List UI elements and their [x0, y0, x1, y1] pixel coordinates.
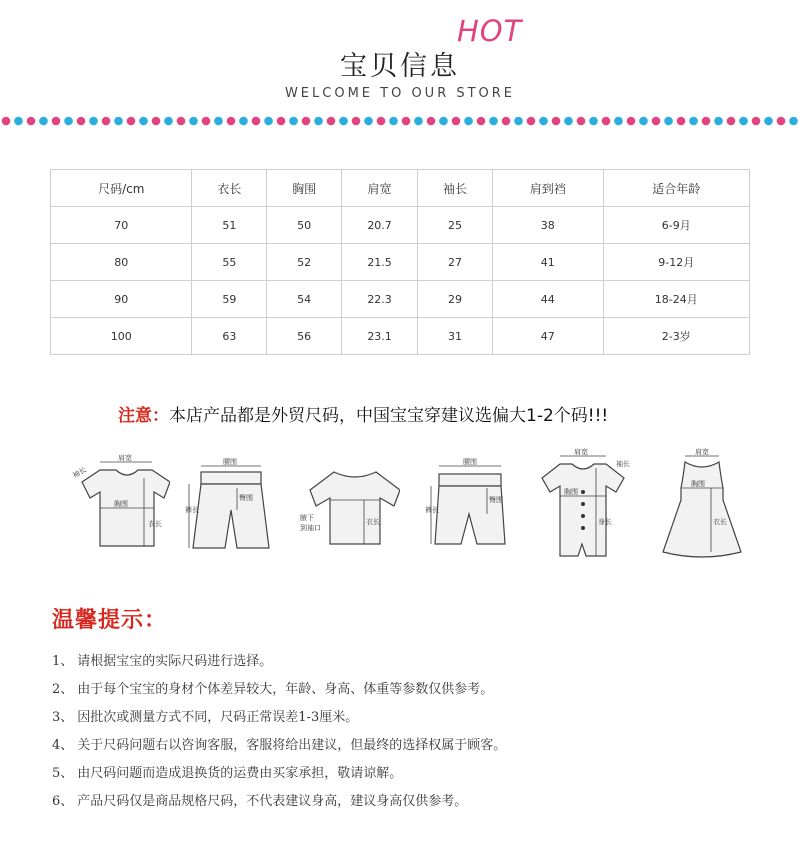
raglan-length-label: 衣长: [366, 518, 380, 526]
divider-dot: [414, 117, 423, 126]
table-row: [51, 207, 750, 244]
divider-dot: [152, 117, 161, 126]
table-cell: 29: [418, 281, 493, 318]
table-header-row: [51, 170, 750, 207]
divider-dot: [564, 117, 573, 126]
divider-dot: [477, 117, 486, 126]
divider-dot: [139, 117, 148, 126]
divider-dot: [327, 117, 336, 126]
romper-sleeve-label: 袖长: [616, 460, 630, 468]
table-cell: 41: [492, 244, 603, 281]
pants-waist-label: 腰围: [463, 458, 477, 466]
table-cell: 55: [192, 244, 267, 281]
divider-dot: [177, 117, 186, 126]
divider-dot: [652, 117, 661, 126]
divider-dot: [102, 117, 111, 126]
divider-dot: [39, 117, 48, 126]
divider-dot: [439, 117, 448, 126]
table-row: [51, 318, 750, 355]
dress-figure: [655, 448, 750, 563]
divider-dot: [202, 117, 211, 126]
divider-dot: [727, 117, 736, 126]
table-cell: 47: [492, 318, 603, 355]
pants-hip-label: 臀围: [489, 496, 503, 504]
divider-dot: [427, 117, 436, 126]
pants-length-label: 裤长: [425, 506, 439, 514]
divider-dot: [289, 117, 298, 126]
size-notice: [118, 401, 608, 426]
table-cell: 21.5: [341, 244, 417, 281]
divider-dot: [27, 117, 36, 126]
list-item: 2、 由于每个宝宝的身材个体差异较大，年龄、身高、体重等参数仅供参考。: [52, 682, 494, 697]
divider-dot: [189, 117, 198, 126]
table-cell: 20.7: [341, 207, 417, 244]
divider-dot: [739, 117, 748, 126]
table-cell: 80: [51, 244, 192, 281]
table-cell: 54: [267, 281, 342, 318]
table-cell: 63: [192, 318, 267, 355]
list-item: 4、 关于尺码问题右以咨询客服，客服将给出建议，但最终的选择权属于顾客。: [52, 738, 507, 753]
col-length: 衣长: [192, 170, 267, 207]
col-sleeve: 袖长: [418, 170, 493, 207]
col-shoulder: 肩宽: [341, 170, 417, 207]
divider-dot: [264, 117, 273, 126]
divider-dot: [602, 117, 611, 126]
table-row: [51, 244, 750, 281]
shorts-figure: [185, 448, 275, 558]
divider-dot: [89, 117, 98, 126]
table-cell: 18-24月: [603, 281, 750, 318]
divider-dot: [239, 117, 248, 126]
measurement-figures: [60, 448, 750, 568]
romper-length-label: 身长: [598, 518, 612, 526]
divider-dot: [227, 117, 236, 126]
list-item: 3、 因批次或测量方式不同，尺码正常误差1-3厘米。: [52, 710, 359, 725]
notice-label: 注意：: [118, 406, 169, 426]
romper-shoulder-label: 肩宽: [574, 448, 588, 456]
divider-dot: [164, 117, 173, 126]
table-cell: 44: [492, 281, 603, 318]
table-cell: 56: [267, 318, 342, 355]
divider-dot: [389, 117, 398, 126]
divider-dot: [639, 117, 648, 126]
divider-dot: [252, 117, 261, 126]
divider-dot: [277, 117, 286, 126]
divider-dot: [577, 117, 586, 126]
divider-dot: [214, 117, 223, 126]
table-cell: 9-12月: [603, 244, 750, 281]
table-cell: 6-9月: [603, 207, 750, 244]
table-cell: 100: [51, 318, 192, 355]
tshirt-sleeve-label: 袖长: [71, 465, 88, 480]
divider-dot: [589, 117, 598, 126]
divider-dot: [2, 117, 11, 126]
welcome-subtitle: WELCOME TO OUR STORE: [284, 86, 516, 101]
romper-chest-label: 胸围: [564, 488, 578, 496]
table-cell: 22.3: [341, 281, 417, 318]
list-item: 6、 产品尺码仅是商品规格尺码，不代表建议身高，建议身高仅供参考。: [52, 794, 468, 809]
table-cell: 38: [492, 207, 603, 244]
divider-dot: [677, 117, 686, 126]
table-cell: 27: [418, 244, 493, 281]
dot-divider: [0, 114, 800, 128]
divider-dot: [314, 117, 323, 126]
divider-dot: [752, 117, 761, 126]
raglan-figure: [300, 448, 400, 558]
divider-dot: [714, 117, 723, 126]
divider-dot: [764, 117, 773, 126]
divider-dot: [777, 117, 786, 126]
divider-dot: [627, 117, 636, 126]
tips-title: 温馨提示：: [52, 607, 168, 633]
divider-dot: [502, 117, 511, 126]
dress-shoulder-label: 肩宽: [695, 448, 709, 456]
table-cell: 51: [192, 207, 267, 244]
divider-dot: [614, 117, 623, 126]
divider-dot: [127, 117, 136, 126]
table-cell: 52: [267, 244, 342, 281]
divider-dot: [377, 117, 386, 126]
divider-dot: [452, 117, 461, 126]
page-title: 宝贝信息: [340, 51, 460, 82]
divider-dot: [64, 117, 73, 126]
tshirt-shoulder-label: 肩宽: [118, 454, 132, 462]
divider-dot: [702, 117, 711, 126]
table-cell: 90: [51, 281, 192, 318]
table-cell: 23.1: [341, 318, 417, 355]
divider-dot: [114, 117, 123, 126]
tshirt-figure: [70, 448, 170, 558]
table-row: [51, 281, 750, 318]
table-cell: 31: [418, 318, 493, 355]
divider-dot: [552, 117, 561, 126]
col-shoulder-crotch: 肩到裆: [492, 170, 603, 207]
divider-dot: [689, 117, 698, 126]
divider-dot: [302, 117, 311, 126]
tips-list: [52, 652, 506, 820]
dress-chest-label: 胸围: [691, 480, 705, 488]
shorts-length-label: 裤长: [185, 506, 199, 514]
table-cell: 59: [192, 281, 267, 318]
shorts-hip-label: 臀围: [239, 494, 253, 502]
divider-dot: [539, 117, 548, 126]
col-age: 适合年龄: [603, 170, 750, 207]
divider-dot: [464, 117, 473, 126]
list-item: 5、 由尺码问题而造成退换货的运费由买家承担，敬请谅解。: [52, 766, 403, 781]
col-chest: 胸围: [267, 170, 342, 207]
divider-dot: [77, 117, 86, 126]
divider-dot: [352, 117, 361, 126]
divider-dot: [664, 117, 673, 126]
raglan-cuff-label: 到袖口: [300, 524, 321, 532]
table-cell: 70: [51, 207, 192, 244]
divider-dot: [14, 117, 23, 126]
divider-dot: [789, 117, 798, 126]
list-item: 1、 请根据宝宝的实际尺码进行选择。: [52, 654, 273, 669]
divider-dot: [339, 117, 348, 126]
divider-dot: [527, 117, 536, 126]
table-cell: 50: [267, 207, 342, 244]
pants-figure: [425, 448, 515, 558]
tshirt-length-label: 衣长: [148, 520, 162, 528]
divider-dot: [402, 117, 411, 126]
table-cell: 25: [418, 207, 493, 244]
size-table: [50, 169, 750, 355]
col-size: 尺码/cm: [51, 170, 192, 207]
divider-dot: [514, 117, 523, 126]
romper-figure: [530, 448, 630, 563]
table-cell: 2-3岁: [603, 318, 750, 355]
dress-length-label: 衣长: [713, 518, 727, 526]
divider-dot: [52, 117, 61, 126]
shorts-waist-label: 腰围: [223, 458, 237, 466]
tshirt-chest-label: 胸围: [114, 500, 128, 508]
notice-text: 本店产品都是外贸尺码，中国宝宝穿建议选偏大1-2个码!!!: [169, 406, 609, 426]
raglan-underarm-label: 腋下: [300, 514, 314, 522]
divider-dot: [489, 117, 498, 126]
divider-dot: [364, 117, 373, 126]
hot-label: HOT: [457, 14, 523, 48]
